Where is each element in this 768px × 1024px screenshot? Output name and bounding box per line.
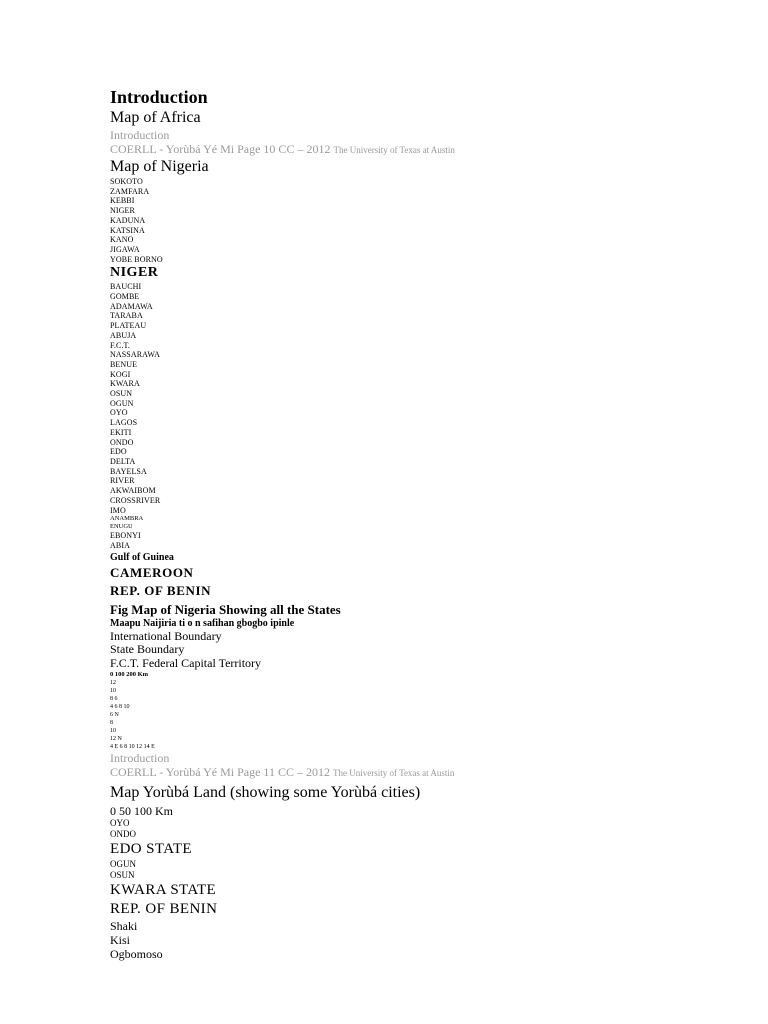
state-label: DELTA <box>110 456 136 466</box>
state-label: KEBBI <box>110 196 135 206</box>
grid-label: 6 N <box>110 712 119 719</box>
town-label: Ogbomoso <box>110 947 163 962</box>
state-label: NIGER <box>110 206 135 216</box>
figure-subcaption: Maapu Naijiria ti o n safihan gbogbo ipinle <box>110 617 295 629</box>
benin-label: REP. OF BENIN <box>110 901 218 918</box>
state-label: SOKOTO <box>110 177 143 186</box>
footer-main: COERLL - Yorùbá Yé Mi Page 11 CC – 2012 <box>110 765 330 780</box>
state-label: LAGOS <box>110 418 138 428</box>
state-label: EBONYI <box>110 531 141 541</box>
state-label: EDO <box>110 447 127 457</box>
state-label: ZAMFARA <box>110 186 150 196</box>
running-header: Introduction <box>110 128 170 142</box>
edo-state-label: EDO STATE <box>110 841 192 858</box>
state-label: BAYELSA <box>110 466 147 476</box>
state-label: AKWAIBOM <box>110 486 156 496</box>
state-label: OYO <box>110 408 128 418</box>
state-label: TARABA <box>110 311 143 321</box>
footer-university: The University of Texas at Austin <box>333 145 455 155</box>
state-label: KANO <box>110 235 134 245</box>
state-label: BAUCHI <box>110 282 142 292</box>
grid-label: 12 N <box>110 736 122 743</box>
state-label: KATSINA <box>110 225 145 235</box>
grid-label: 8 6 <box>110 696 118 703</box>
state-label: F.C.T. <box>110 340 131 350</box>
state-label: CROSSRIVER <box>110 495 161 505</box>
grid-labels <box>110 679 710 751</box>
footer-main: COERLL - Yorùbá Yé Mi Page 10 CC – 2012 <box>110 142 331 156</box>
state-label: ENUGU <box>110 523 133 531</box>
state-label: PLATEAU <box>110 321 147 331</box>
kwara-state-label: KWARA STATE <box>110 882 217 899</box>
grid-label: 12 <box>110 680 116 687</box>
state-label: JIGAWA <box>110 244 140 254</box>
grid-label: 10 <box>110 728 116 735</box>
footer-university: The University of Texas at Austin <box>333 768 455 779</box>
state-label: KWARA <box>110 379 140 389</box>
state-label: KOGI <box>110 369 131 379</box>
legend-item: State Boundary <box>110 642 185 657</box>
town-label: Shaki <box>110 919 138 934</box>
grid-label: 8 <box>110 720 113 727</box>
niger-country-label: NIGER <box>110 265 159 281</box>
text-column <box>110 86 710 961</box>
gulf-label: Gulf of Guinea <box>110 551 174 563</box>
state-label: RIVER <box>110 476 135 486</box>
state-label: OGUN <box>110 398 134 408</box>
cameroon-label: CAMEROON <box>110 564 194 580</box>
state-label: OSUN <box>110 389 133 399</box>
state-label: ADAMAWA <box>110 301 153 311</box>
state-label: GOMBE <box>110 292 140 302</box>
city-label: OGUN <box>110 859 136 870</box>
map-africa-heading: Map of Africa <box>110 109 201 126</box>
benin-label: REP. OF BENIN <box>110 582 212 598</box>
city-label: OYO <box>110 818 130 829</box>
grid-label: 4 6 8 10 <box>110 704 130 711</box>
map-legend <box>110 630 710 671</box>
page-footer <box>110 765 710 780</box>
state-label: ONDO <box>110 437 134 447</box>
scale-label: 0 100 200 Km <box>110 671 149 679</box>
state-label: ABUJA <box>110 330 137 340</box>
town-label: Kisi <box>110 933 131 948</box>
legend-item: F.C.T. Federal Capital Territory <box>110 655 262 670</box>
grid-label: 4 E 6 8 10 12 14 E <box>110 744 155 751</box>
state-label: KADUNA <box>110 215 146 225</box>
map-yoruba-heading: Map Yorùbá Land (showing some Yorùbá cities) <box>110 784 421 802</box>
page-title: Introduction <box>110 87 208 107</box>
map-nigeria-heading: Map of Nigeria <box>110 158 209 175</box>
running-header: Introduction <box>110 751 170 766</box>
state-label: BENUE <box>110 359 138 369</box>
grid-label: 10 <box>110 688 116 695</box>
state-label: IMO <box>110 505 126 515</box>
scale-label: 0 50 100 Km <box>110 804 173 819</box>
state-label: ABIA <box>110 540 130 550</box>
states-list-mid <box>110 282 710 550</box>
city-label: ONDO <box>110 829 136 840</box>
state-label: NASSARAWA <box>110 350 161 360</box>
state-label: YOBE BORNO <box>110 254 163 264</box>
states-list-top <box>110 177 710 264</box>
page-footer <box>110 142 710 157</box>
state-label: ANAMBRA <box>110 515 144 523</box>
legend-item: International Boundary <box>110 628 222 643</box>
figure-caption: Fig Map of Nigeria Showing all the States <box>110 601 341 617</box>
state-label: EKITI <box>110 427 132 437</box>
city-label: OSUN <box>110 870 135 881</box>
